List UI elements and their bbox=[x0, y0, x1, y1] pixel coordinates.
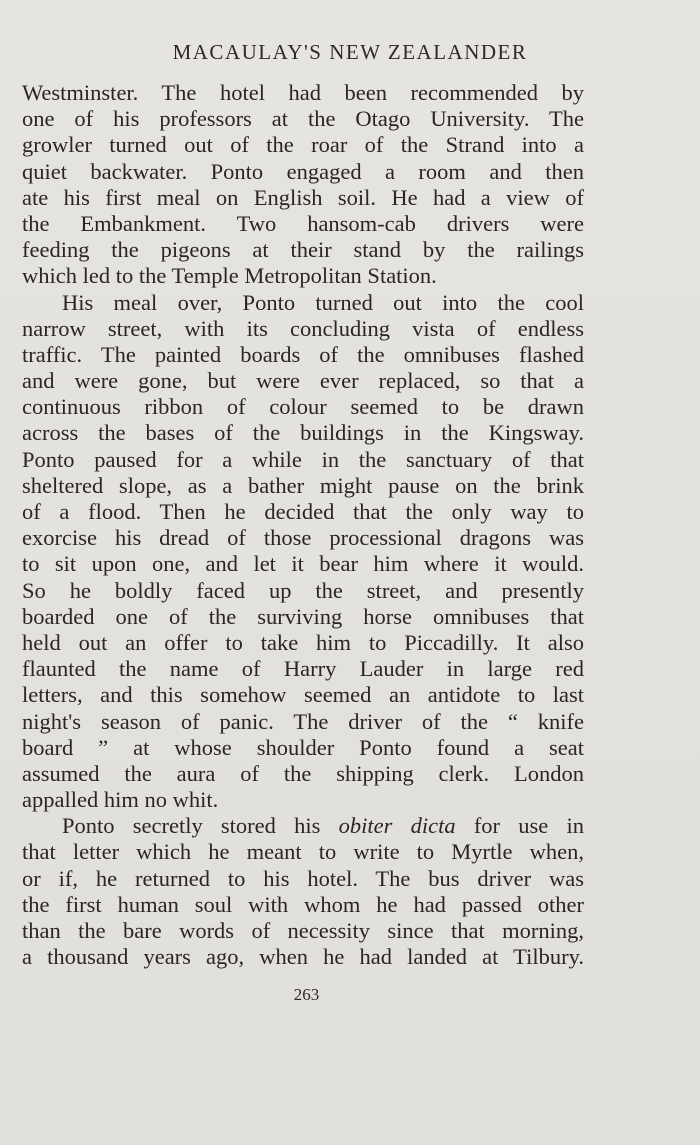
text-line: the Embankment. Two hansom-cab drivers were bbox=[22, 210, 584, 236]
text-line: So he boldly faced up the street, and presently bbox=[22, 577, 584, 603]
text-line: across the bases of the buildings in the Kingsway. bbox=[22, 420, 584, 446]
text-line: traffic. The painted boards of the omnibuses flashed bbox=[22, 341, 584, 367]
text-line: which led to the Temple Metropolitan Station. bbox=[22, 263, 437, 289]
text-line: His meal over, Ponto turned out into the cool bbox=[62, 289, 584, 315]
text-line: appalled him no whit. bbox=[22, 787, 219, 813]
text-line: or if, he returned to his hotel. The bus driver was bbox=[22, 865, 584, 891]
text-line: quiet backwater. Ponto engaged a room and then bbox=[22, 158, 584, 184]
italic-phrase: obiter dicta bbox=[338, 813, 456, 839]
text-line: held out an offer to take him to Piccadilly. It also bbox=[22, 629, 584, 655]
text-line: feeding the pigeons at their stand by the railings bbox=[22, 237, 584, 263]
text-line: continuous ribbon of colour seemed to be drawn bbox=[22, 394, 584, 420]
text-line: narrow street, with its concluding vista of endless bbox=[22, 315, 584, 341]
text-line: board ” at whose shoulder Ponto found a seat bbox=[22, 734, 584, 760]
page-number: 263 bbox=[293, 985, 320, 1004]
text-line: ate his first meal on English soil. He had a view of bbox=[22, 184, 584, 210]
text-line: assumed the aura of the shipping clerk. London bbox=[22, 760, 584, 786]
text-line: that letter which he meant to write to Myrtle when, bbox=[22, 839, 584, 865]
text-line-segment: Ponto secretly stored his bbox=[62, 813, 339, 839]
running-head: MACAULAY'S NEW ZEALANDER bbox=[172, 40, 528, 64]
text-line: than the bare words of necessity since that morning, bbox=[22, 918, 584, 943]
text-line bbox=[22, 813, 584, 839]
text-line: the first human soul with whom he had passed other bbox=[22, 891, 584, 917]
text-line-segment: for use in bbox=[455, 813, 584, 839]
text-line: and were gone, but were ever replaced, so that a bbox=[22, 368, 584, 394]
text-line: Ponto paused for a while in the sanctuary of that bbox=[22, 446, 584, 472]
text-line: flaunted the name of Harry Lauder in large red bbox=[22, 656, 584, 682]
text-line: boarded one of the surviving horse omnibuses that bbox=[22, 603, 584, 629]
body-text bbox=[22, 80, 584, 970]
text-line: one of his professors at the Otago University. The bbox=[22, 106, 584, 132]
text-line: growler turned out of the roar of the Strand into a bbox=[22, 132, 584, 158]
text-line: Westminster. The hotel had been recommended by bbox=[22, 80, 584, 105]
text-line: a thousand years ago, when he had landed at Tilbury. bbox=[22, 944, 584, 970]
text-line: to sit upon one, and let it bear him where it would. bbox=[22, 551, 584, 577]
text-line: exorcise his dread of those processional dragons was bbox=[22, 525, 584, 551]
text-line: night's season of panic. The driver of the “ knife bbox=[22, 708, 584, 734]
text-line: sheltered slope, as a bather might pause on the brink bbox=[22, 472, 584, 498]
text-line: letters, and this somehow seemed an antidote to last bbox=[22, 682, 584, 708]
text-line: of a flood. Then he decided that the only way to bbox=[22, 499, 584, 524]
